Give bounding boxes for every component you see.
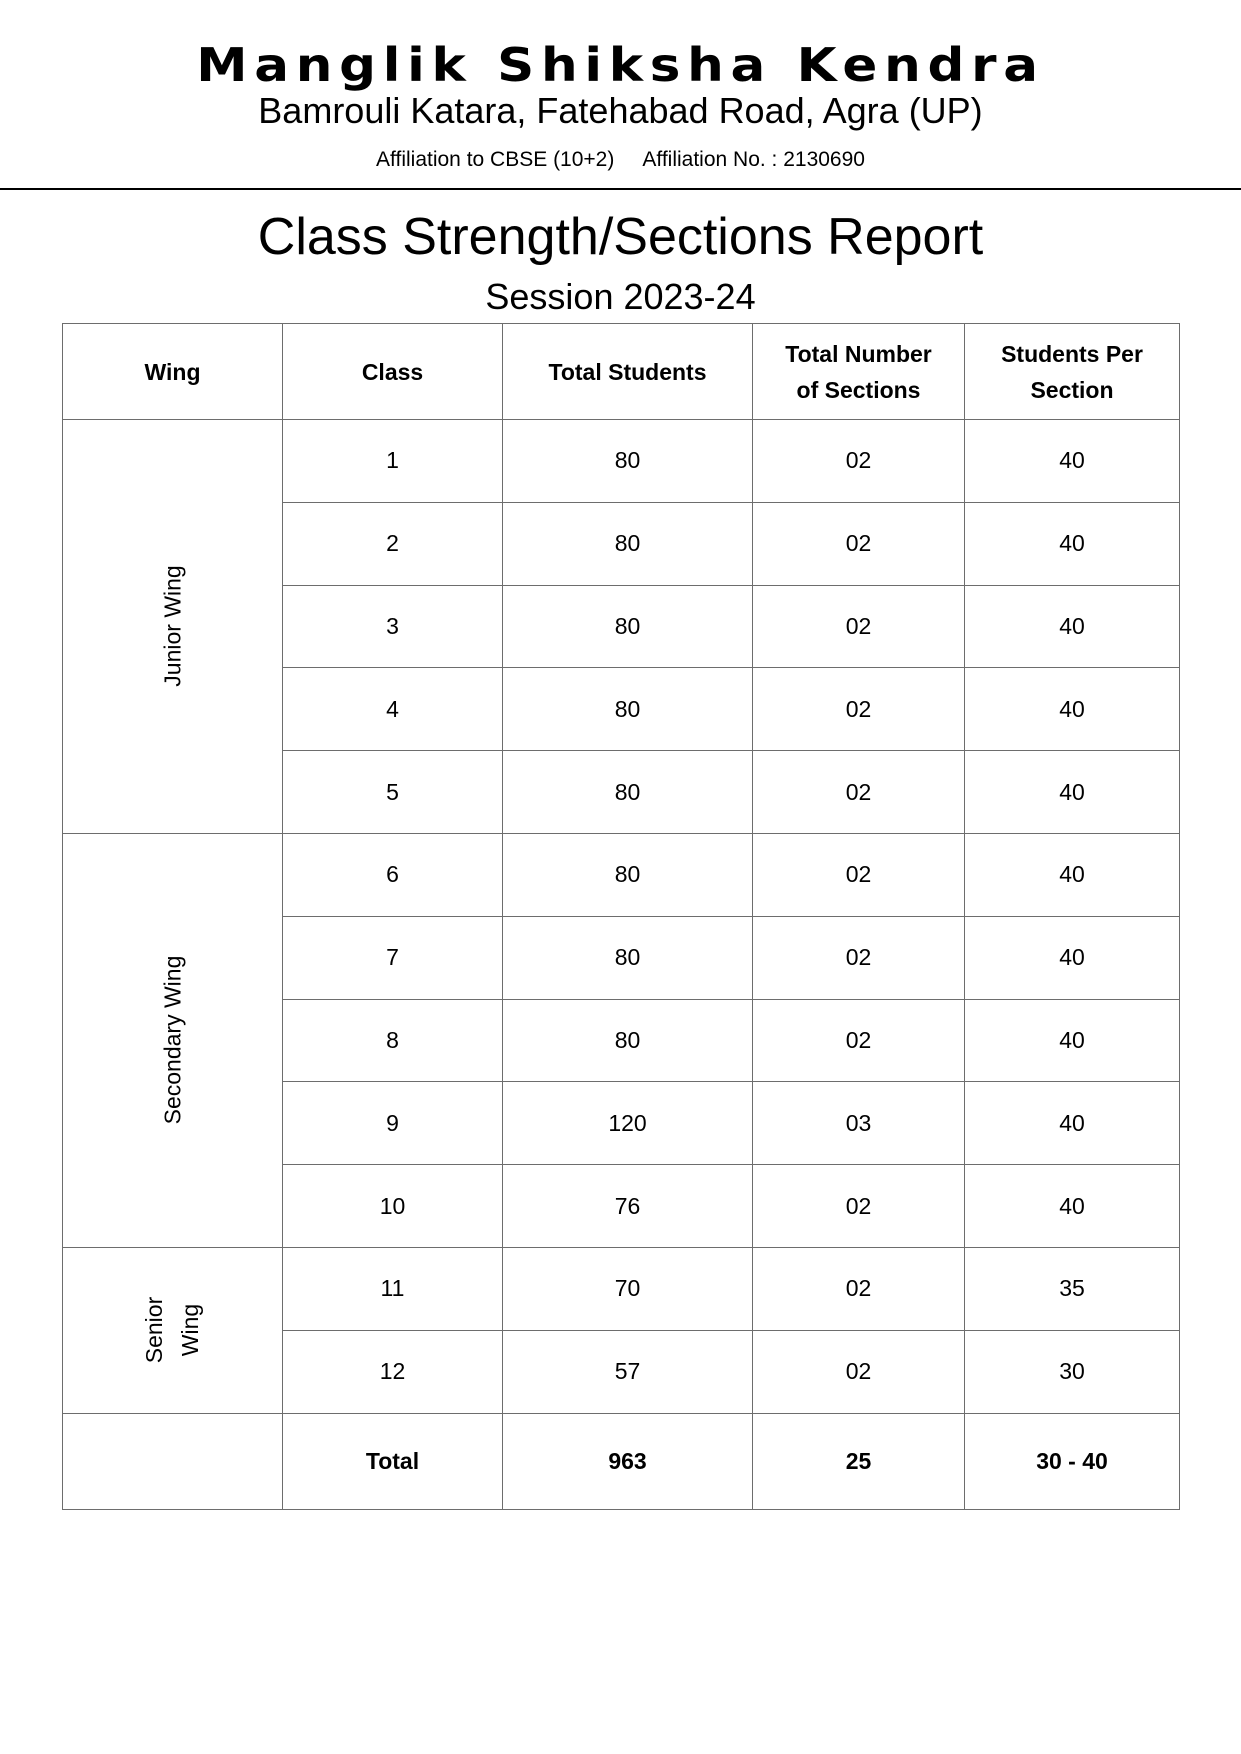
cell-total-students: 80 <box>503 420 753 503</box>
wing-senior-label-line2: Wing <box>177 1304 204 1357</box>
column-header-per-section-line1: Students Per <box>1001 340 1143 367</box>
cell-sections: 02 <box>753 502 965 585</box>
cell-class: 5 <box>283 751 503 834</box>
wing-senior <box>63 1247 283 1413</box>
cell-total-students: 80 <box>503 916 753 999</box>
cell-sections: 02 <box>753 420 965 503</box>
cell-sections: 02 <box>753 916 965 999</box>
cell-sections: 03 <box>753 1082 965 1165</box>
cell-total-students: 80 <box>503 585 753 668</box>
cell-total-students: 80 <box>503 751 753 834</box>
affiliation-line <box>0 148 1241 172</box>
cell-total-students-sum: 963 <box>503 1413 753 1509</box>
cell-per-section: 40 <box>965 420 1180 503</box>
wing-senior-label-line1: Senior <box>141 1297 168 1364</box>
table-total-row <box>63 1413 1180 1509</box>
cell-class: 6 <box>283 833 503 916</box>
table-row <box>63 1247 1180 1330</box>
cell-class: 1 <box>283 420 503 503</box>
cell-per-section: 40 <box>965 916 1180 999</box>
wing-secondary-label: Secondary Wing <box>159 956 186 1125</box>
cell-class: 9 <box>283 1082 503 1165</box>
school-address: Bamrouli Katara, Fatehabad Road, Agra (UP) <box>258 90 983 131</box>
column-header-wing: Wing <box>63 324 283 420</box>
wing-senior-label <box>136 1297 208 1363</box>
letterhead <box>0 0 1241 190</box>
header-divider <box>0 188 1241 190</box>
wing-junior <box>63 420 283 834</box>
cell-class: 8 <box>283 999 503 1082</box>
affiliation-number: Affiliation No. : 2130690 <box>642 148 865 171</box>
cell-per-section: 30 <box>965 1330 1180 1413</box>
cell-per-section: 40 <box>965 585 1180 668</box>
cell-sections: 02 <box>753 833 965 916</box>
cell-per-section: 35 <box>965 1247 1180 1330</box>
cell-per-section: 40 <box>965 502 1180 585</box>
wing-junior-label: Junior Wing <box>159 565 186 688</box>
table-header-row <box>63 324 1180 420</box>
cell-total-students: 120 <box>503 1082 753 1165</box>
cell-per-section: 40 <box>965 833 1180 916</box>
cell-sections: 02 <box>753 1330 965 1413</box>
cell-sections: 02 <box>753 1165 965 1248</box>
table-row <box>63 833 1180 916</box>
cell-total-students: 57 <box>503 1330 753 1413</box>
cell-class: 4 <box>283 668 503 751</box>
column-header-students-per-section <box>965 324 1180 420</box>
cell-sections: 02 <box>753 751 965 834</box>
cell-total-per-section-range: 30 - 40 <box>965 1413 1180 1509</box>
cell-per-section: 40 <box>965 1082 1180 1165</box>
cell-per-section: 40 <box>965 668 1180 751</box>
cell-class: 2 <box>283 502 503 585</box>
cell-sections: 02 <box>753 999 965 1082</box>
cell-total-students: 76 <box>503 1165 753 1248</box>
cell-total-students: 80 <box>503 999 753 1082</box>
class-strength-table <box>62 323 1180 1510</box>
cell-sections: 02 <box>753 668 965 751</box>
cell-per-section: 40 <box>965 1165 1180 1248</box>
school-name: Manglik Shiksha Kendra <box>196 38 1045 92</box>
column-header-total-sections-line1: Total Number <box>785 340 932 367</box>
column-header-total-sections-line2: of Sections <box>796 376 921 403</box>
cell-per-section: 40 <box>965 751 1180 834</box>
cell-total-label: Total <box>283 1413 503 1509</box>
cell-total-students: 80 <box>503 833 753 916</box>
cell-class: 10 <box>283 1165 503 1248</box>
cell-sections: 02 <box>753 1247 965 1330</box>
cell-total-empty <box>63 1413 283 1509</box>
report-title: Class Strength/Sections Report <box>257 208 984 266</box>
wing-secondary <box>63 833 283 1247</box>
cell-class: 3 <box>283 585 503 668</box>
column-header-per-section-line2: Section <box>1030 376 1114 403</box>
column-header-class: Class <box>283 324 503 420</box>
cell-per-section: 40 <box>965 999 1180 1082</box>
affiliation-board: Affiliation to CBSE (10+2) <box>376 148 615 171</box>
cell-class: 7 <box>283 916 503 999</box>
cell-class: 11 <box>283 1247 503 1330</box>
cell-total-students: 80 <box>503 668 753 751</box>
cell-total-students: 70 <box>503 1247 753 1330</box>
column-header-total-sections <box>753 324 965 420</box>
cell-total-sections-sum: 25 <box>753 1413 965 1509</box>
cell-total-students: 80 <box>503 502 753 585</box>
cell-class: 12 <box>283 1330 503 1413</box>
table-row <box>63 420 1180 503</box>
report-session: Session 2023-24 <box>485 276 756 317</box>
cell-sections: 02 <box>753 585 965 668</box>
column-header-total-students: Total Students <box>503 324 753 420</box>
